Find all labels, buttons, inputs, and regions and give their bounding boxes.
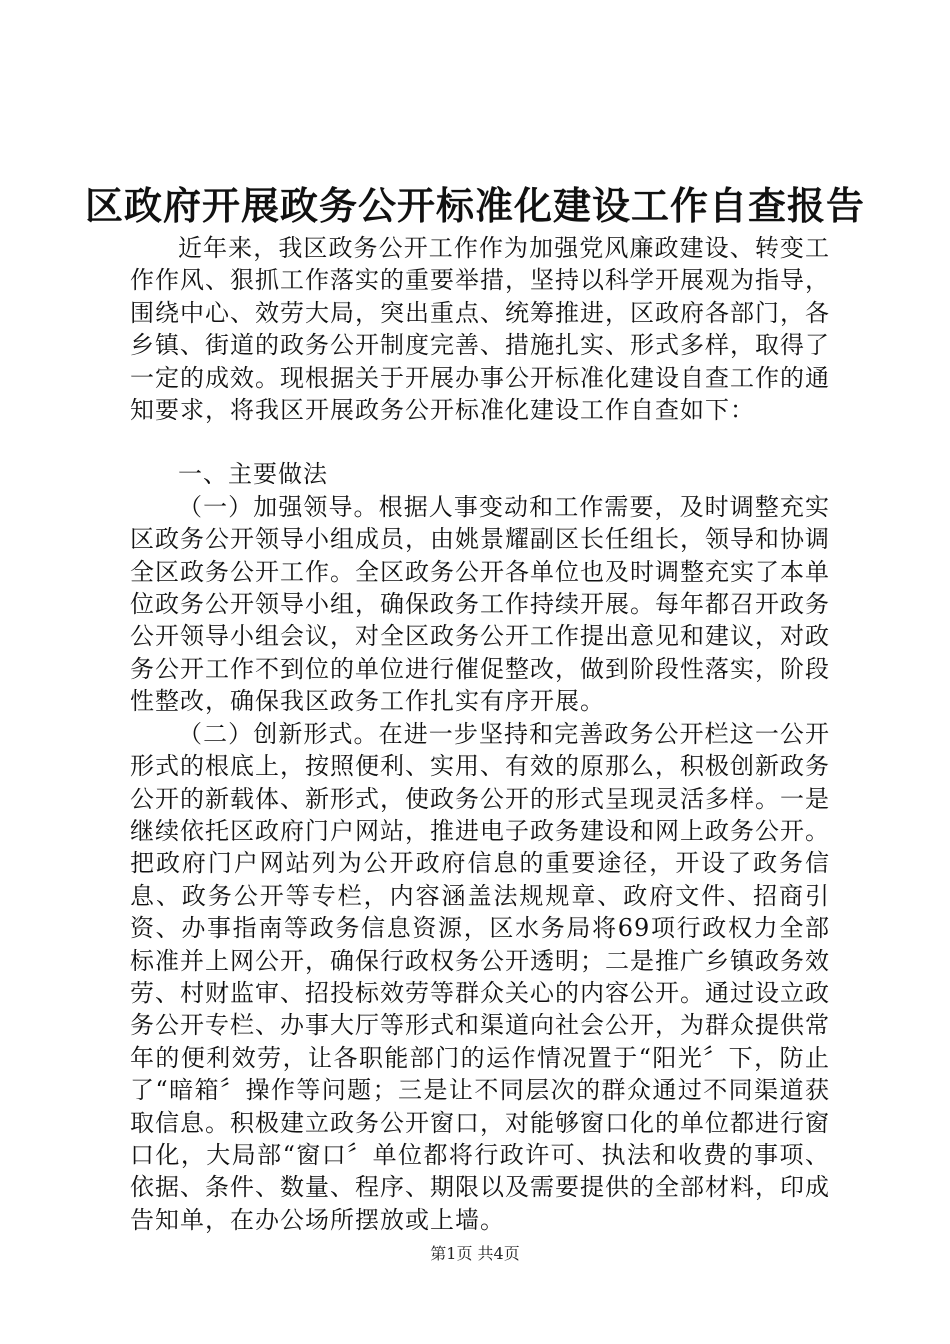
intro-paragraph: 近年来，我区政务公开工作作为加强党风廉政建设、转变工作作风、狠抓工作落实的重要举措，坚持以科学开展观为指导，围绕中心、效劳大局，突出重点、统筹推进，区政府各部门，各乡镇、街道的政务公开制度完善、措施扎实、形式多样，取得了一定的成效。现根据关于开展办事公开标准化建设自查工作的通知要求，将我区开展政务公开标准化建设工作自查如下： xyxy=(130,234,830,425)
section-heading: 一、主要做法 xyxy=(178,460,328,489)
body-paragraph: （一）加强领导。根据人事变动和工作需要，及时调整充实区政务公开领导小组成员，由姚景耀副区长任组长，领导和协调全区政务公开工作。全区政务公开各单位也及时调整充实了本单位政务公开领导小组，确保政务工作持续开展。每年都召开政务公开领导小组会议，对全区政务公开工作提出意见和建议，对政务公开工作不到位的单位进行催促整改，做到阶段性落实，阶段性整改，确保我区政务工作扎实有序开展。 xyxy=(130,492,830,716)
page-number-footer: 第1页 共4页 xyxy=(430,1244,520,1263)
document-body xyxy=(130,232,830,1236)
document-title: 区政府开展政务公开标准化建设工作自查报告 xyxy=(84,184,865,228)
body-paragraph: （二）创新形式。在进一步坚持和完善政务公开栏这一公开形式的根底上，按照便利、实用、有效的原那么，积极创新政务公开的新载体、新形式，使政务公开的形式呈现灵活多样。一是继续依托区政府门户网站，推进电子政务建设和网上政务公开。把政府门户网站列为公开政府信息的重要途径，开设了政务信息、政务公开等专栏，内容涵盖法规规章、政府文件、招商引资、办事指南等政务信息资源，区水务局将69项行政权力全部标准并上网公开，确保行政权务公开透明；二是推广乡镇政务效劳、村财监审、招投标效劳等群众关心的内容公开。通过设立政务公开专栏、办事大厅等形式和渠道向社会公开，为群众提供常年的便利效劳，让各职能部门的运作情况置于“阳光〞下，防止了“暗箱〞操作等问题；三是让不同层次的群众通过不同渠道获取信息。积极建立政务公开窗口，对能够窗口化的单位都进行窗口化，大局部“窗口〞单位都将行政许可、执法和收费的事项、依据、条件、数量、程序、期限以及需要提供的全部材料，印成告知单，在办公场所摆放或上墙。 xyxy=(130,719,830,1234)
